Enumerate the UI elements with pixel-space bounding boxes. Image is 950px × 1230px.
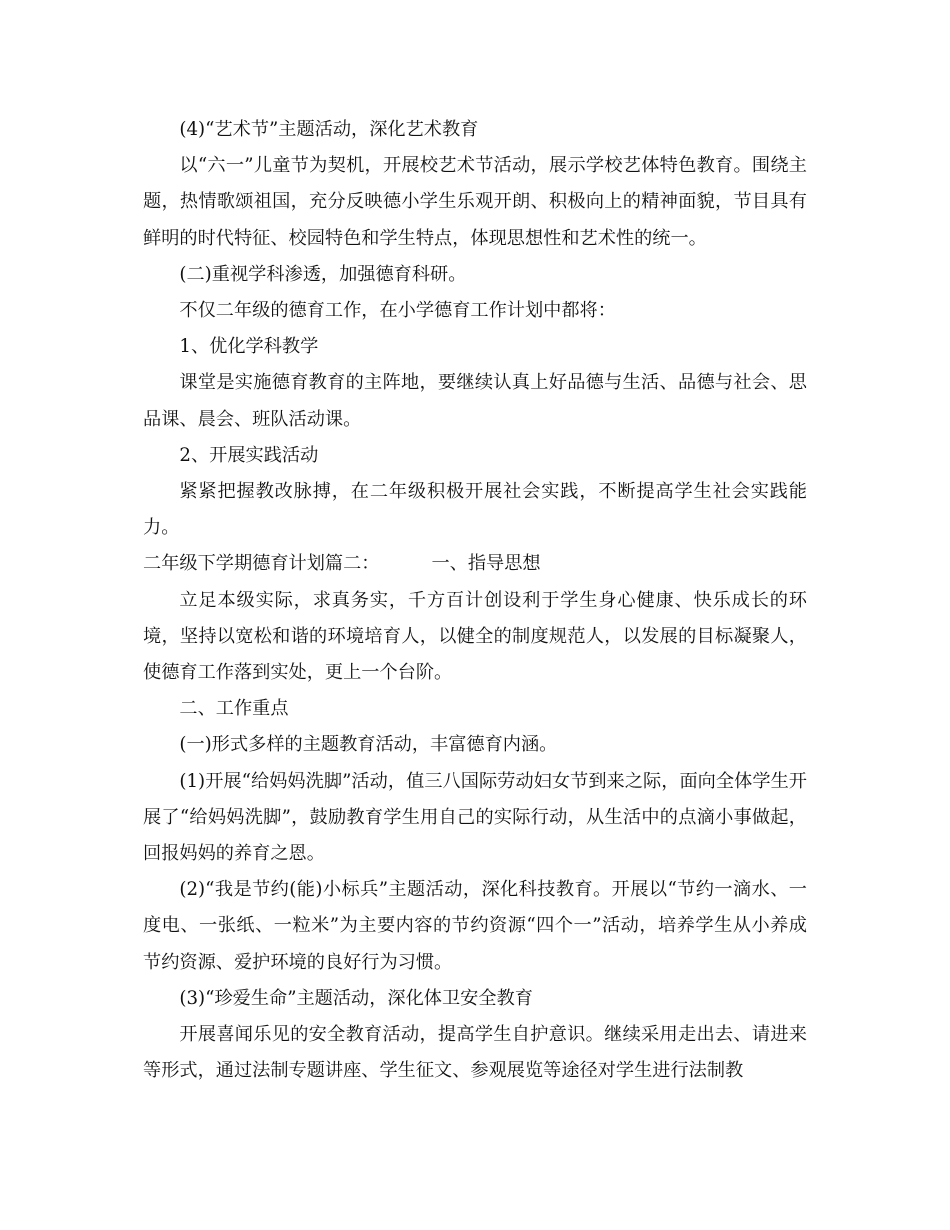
- paragraph-guiding-thought: 立足本级实际，求真务实，千方百计创设利于学生身心健康、快乐成长的环境，坚持以宽松和谐的环境培育人，以健全的制度规范人，以发展的目标凝聚人，使德育工作落到实处，更上一个台阶。: [143, 589, 807, 684]
- paragraph-saving: (2)“我是节约(能)小标兵”主题活动，深化科技教育。开展以“节约一滴水、一度电、一张纸、一粒米”为主要内容的节约资源“四个一”活动，培养学生从小养成节约资源、爱护环境的良好行为习惯。: [143, 879, 807, 973]
- paragraph-practice: 紧紧把握教改脉搏，在二年级积极开展社会实践，不断提高学生社会实践能力。: [143, 481, 807, 539]
- paragraph-classroom: 课堂是实施德育教育的主阵地，要继续认真上好品德与生活、品德与社会、思品课、晨会、班队活动课。: [143, 372, 807, 430]
- paragraph-art-festival: 以“六一”儿童节为契机，开展校艺术节活动，展示学校艺体特色教育。围绕主题，热情歌颂祖国，充分反映德小学生乐观开朗、积极向上的精神面貌，节目具有鲜明的时代特征、校园特色和学生特点，体现思想性和艺术性的统一。: [143, 155, 807, 249]
- paragraph-wash-feet: (1)开展“给妈妈洗脚”活动，值三八国际劳动妇女节到来之际，面向全体学生开展了“给妈妈洗脚”，鼓励教育学生用自己的实际行动，从生活中的点滴小事做起，回报妈妈的养育之恩。: [143, 770, 807, 865]
- document-body: [143, 112, 807, 1089]
- subheading-subject-penetration: (二)重视学科渗透，加强德育科研。: [179, 263, 467, 285]
- subheading-theme-activities: (一)形式多样的主题教育活动，丰富德育内涵。: [179, 734, 558, 756]
- section-heading-title: 二年级下学期德育计划篇二：: [143, 553, 380, 575]
- subheading-cherish-life: (3)“珍爱生命”主题活动，深化体卫安全教育: [179, 987, 533, 1009]
- subheading-practice: 2、开展实践活动: [179, 444, 319, 466]
- paragraph-safety: 开展喜闻乐见的安全教育活动，提高学生自护意识。继续采用走出去、请进来等形式，通过法制专题讲座、学生征文、参观展览等途径对学生进行法制教: [143, 1024, 807, 1082]
- section-heading-guiding-thought: 一、指导思想: [431, 553, 541, 575]
- subheading-optimize-teaching: 1、优化学科教学: [179, 336, 319, 358]
- paragraph-grade-two: 不仅二年级的德育工作，在小学德育工作计划中都将：: [179, 300, 616, 322]
- subheading-art-festival: (4)“艺术节”主题活动，深化艺术教育: [179, 119, 479, 140]
- subheading-work-focus: 二、工作重点: [179, 698, 289, 720]
- section-heading-part-two: [143, 546, 807, 582]
